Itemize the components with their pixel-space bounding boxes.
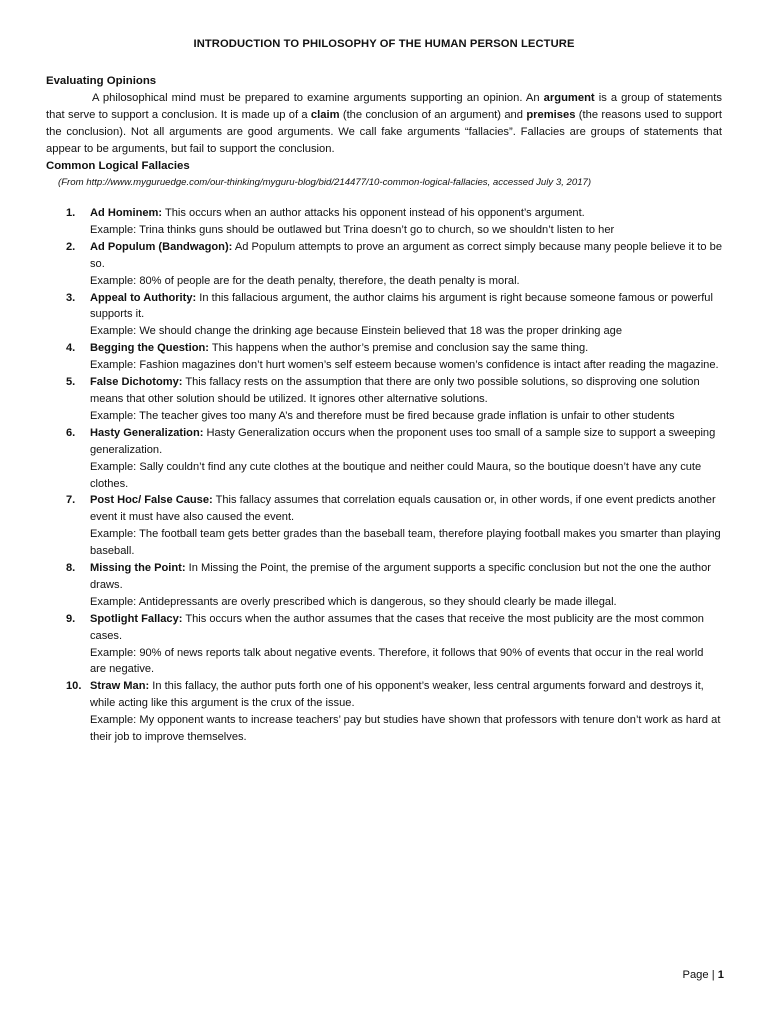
intro-text-3: (the conclusion of an argument) and: [339, 109, 527, 121]
fallacy-definition: Ad Populum attempts to prove an argument as correct simply because many people believe it to be so.: [90, 240, 722, 270]
fallacy-definition: This occurs when the author assumes that the cases that receive the most publicity are the most common cases.: [90, 612, 704, 642]
fallacy-definition: In this fallacy, the author puts forth one of his opponent’s weaker, less central arguments forward and destroys it, while acting like this argument is the crux of the issue.: [90, 680, 704, 710]
fallacy-definition: This happens when the author’s premise and conclusion say the same thing.: [208, 342, 589, 355]
fallacy-term: Missing the Point:: [90, 562, 186, 575]
fallacy-example: Example: The football team gets better grades than the baseball team, therefore playing football makes you smarter than playing baseball.: [90, 528, 721, 558]
fallacy-example: Example: We should change the drinking age because Einstein believed that 18 was the proper drinking age: [90, 325, 623, 338]
fallacy-item-spotlight: [46, 611, 722, 679]
fallacy-term: Post Hoc/ False Cause:: [90, 494, 213, 507]
intro-term-premises: premises: [526, 109, 576, 121]
intro-text-1: A philosophical mind must be prepared to examine arguments supporting an opinion. An: [92, 92, 544, 104]
fallacy-item-ad-populum: [46, 239, 722, 290]
fallacy-example: Example: Trina thinks guns should be outlawed but Trina doesn’t go to church, so we shouldn’t listen to her: [90, 223, 615, 236]
intro-text-4: (the reasons used to support the conclusion). Not all arguments are good arguments. We call fake arguments “fallacies”. Fallacies are groups of statements that appear to be arguments, but fail to support the conclusion.: [46, 109, 723, 155]
source-citation: (From http://www.myguruedge.com/our-thinking/myguru-blog/bid/214477/10-common-logical-fallacies, accessed July 3, 2017): [58, 177, 592, 188]
document-title: INTRODUCTION TO PHILOSOPHY OF THE HUMAN PERSON LECTURE: [193, 38, 575, 50]
page-footer: [683, 969, 725, 981]
intro-term-argument: argument: [543, 92, 595, 104]
fallacy-number: 4.: [66, 342, 76, 355]
fallacy-definition: In this fallacious argument, the author claims his argument is right because someone famous or powerful supports it.: [90, 291, 713, 321]
page-number: 1: [717, 969, 724, 981]
fallacy-term: Begging the Question:: [90, 342, 209, 355]
fallacy-example: Example: Antidepressants are overly prescribed which is dangerous, so they should clearly be made illegal.: [90, 595, 617, 608]
fallacy-example: Example: The teacher gives too many A’s and therefore must be fired because grade inflation is unfair to other students: [90, 409, 675, 422]
fallacy-term: False Dichotomy:: [90, 376, 183, 389]
fallacy-item-begging-the-question: [46, 340, 722, 374]
fallacy-item-ad-hominem: [46, 205, 722, 239]
fallacy-item-hasty-generalization: [46, 425, 722, 493]
page-label: Page |: [682, 969, 718, 981]
intro-paragraph: [46, 90, 722, 158]
fallacy-item-post-hoc: [46, 492, 722, 560]
fallacy-example: Example: 80% of people are for the death penalty, therefore, the death penalty is moral.: [90, 274, 520, 287]
fallacy-term: Straw Man:: [90, 680, 150, 693]
fallacy-number: 2.: [66, 240, 76, 253]
fallacies-list: [46, 205, 722, 746]
section-heading-common-fallacies: Common Logical Fallacies: [46, 160, 190, 172]
fallacy-term: Ad Hominem:: [90, 207, 163, 219]
fallacy-number: 9.: [66, 612, 76, 625]
intro-text-2: is a group of statements that serve to support a conclusion. It is made up of a: [46, 92, 722, 121]
intro-term-claim: claim: [310, 109, 340, 121]
fallacy-definition: Hasty Generalization occurs when the proponent uses too small of a sample size to support a sweeping generalization.: [90, 426, 716, 456]
fallacy-example: Example: Fashion magazines don’t hurt women’s self esteem because women’s confidence is intact after reading the magazine.: [90, 359, 719, 372]
fallacy-definition: This fallacy assumes that correlation equals causation or, in other words, if one event predicts another event it must have also caused the event.: [90, 494, 716, 524]
fallacy-example: Example: Sally couldn’t find any cute clothes at the boutique and neither could Maura, so the boutique doesn’t have any cute clothes.: [90, 460, 702, 490]
fallacy-number: 10.: [66, 680, 82, 693]
fallacy-number: 1.: [66, 207, 76, 219]
fallacy-example: Example: My opponent wants to increase teachers’ pay but studies have shown that professors with tenure don’t work as hard at their job to improve themselves.: [90, 714, 721, 744]
fallacy-definition: In Missing the Point, the premise of the argument supports a specific conclusion but not the one the author draws.: [90, 562, 711, 591]
fallacy-item-appeal-to-authority: [46, 290, 722, 341]
fallacy-number: 3.: [66, 291, 76, 304]
fallacy-item-missing-the-point: [46, 560, 722, 611]
fallacy-term: Spotlight Fallacy:: [90, 612, 183, 625]
fallacy-example: Example: 90% of news reports talk about negative events. Therefore, it follows that 90% of events that occur in the real world are negative.: [90, 646, 704, 676]
fallacy-number: 6.: [66, 426, 76, 439]
fallacy-term: Hasty Generalization:: [90, 426, 204, 439]
fallacy-number: 7.: [66, 494, 76, 507]
fallacy-number: 5.: [66, 376, 76, 389]
fallacy-number: 8.: [66, 562, 76, 575]
fallacy-definition: This fallacy rests on the assumption that there are only two possible solutions, so disproving one solution means that other solution should be utilized. It ignores other alternative solutions.: [90, 376, 700, 405]
fallacy-item-false-dichotomy: [46, 374, 722, 425]
fallacy-term: Ad Populum (Bandwagon):: [90, 240, 233, 253]
fallacy-definition: This occurs when an author attacks his opponent instead of his opponent’s argument.: [162, 207, 585, 219]
section-heading-evaluating-opinions: Evaluating Opinions: [46, 75, 157, 87]
fallacy-term: Appeal to Authority:: [90, 291, 197, 304]
fallacy-item-straw-man: [46, 678, 722, 746]
